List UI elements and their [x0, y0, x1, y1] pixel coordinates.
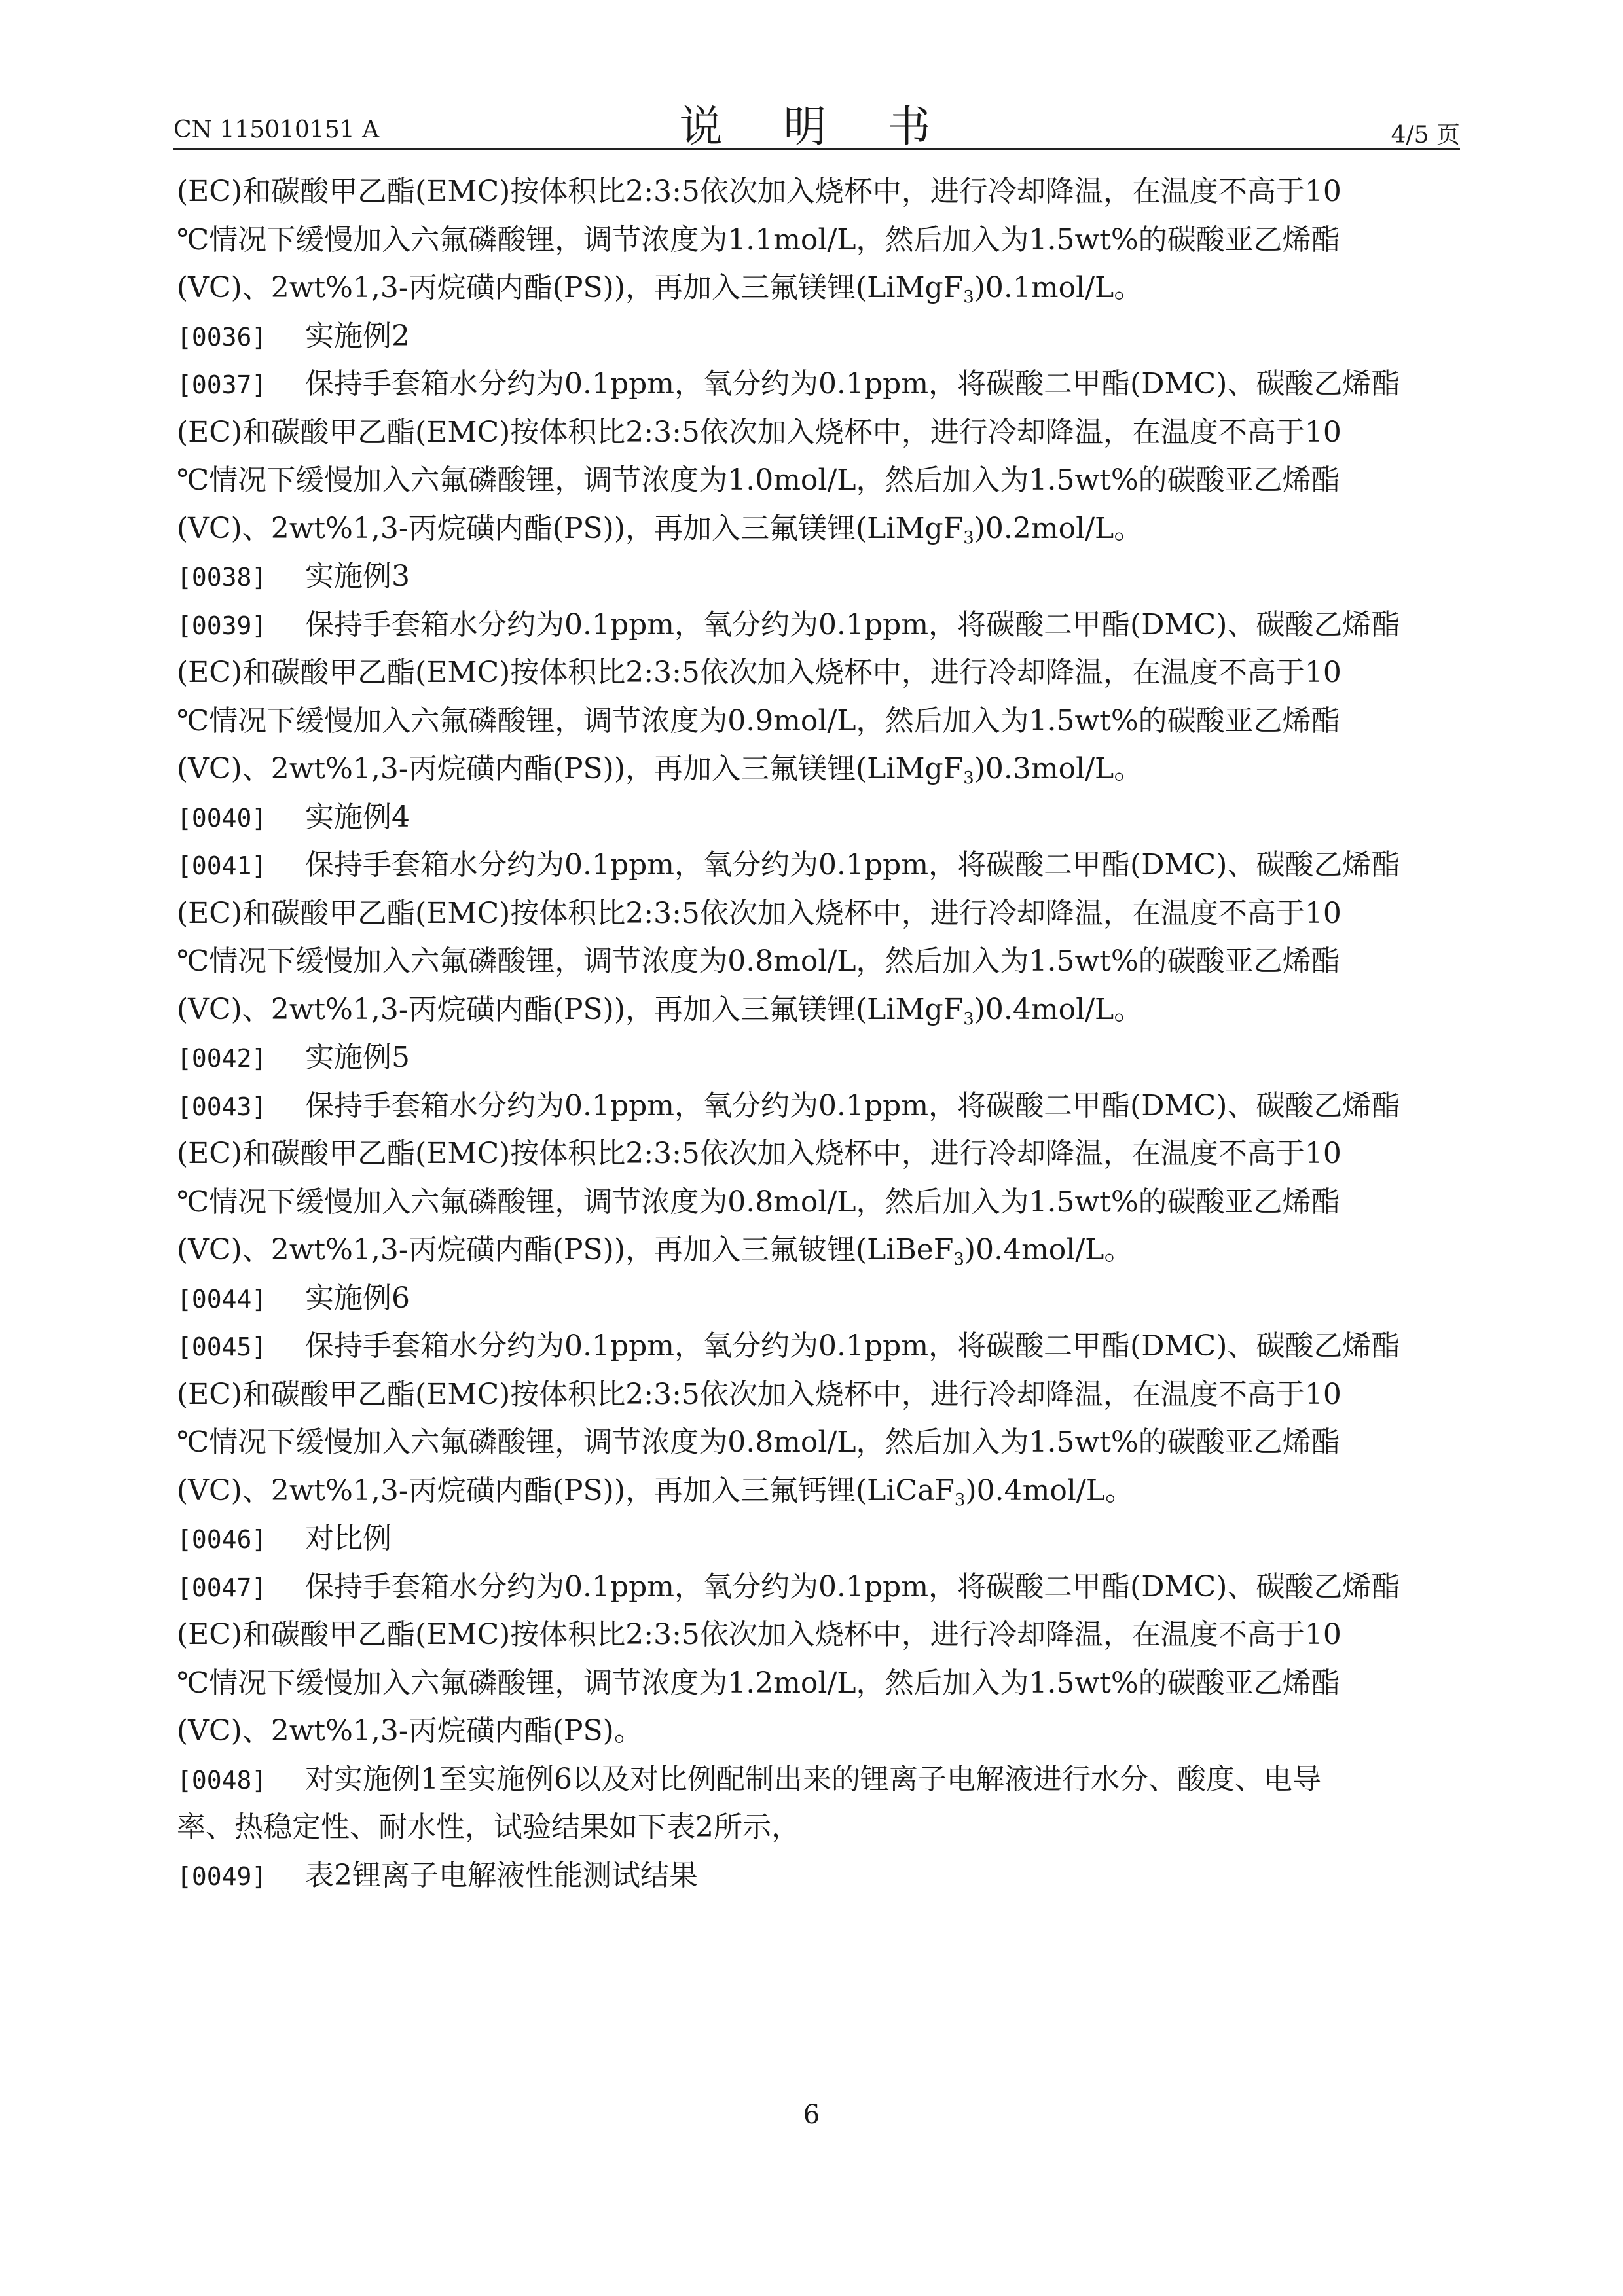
line-text: 保持手套箱水分约为0.1ppm，氧分约为0.1ppm，将碳酸二甲酯(DMC)、碳酸乙烯酯 — [305, 848, 1400, 882]
text-line — [177, 312, 1460, 361]
text-line — [177, 745, 1460, 793]
subscript: 3 — [963, 528, 974, 548]
paragraph-number: [0042] — [177, 1044, 267, 1073]
text-line — [177, 697, 1460, 745]
text-line — [177, 552, 1460, 601]
line-text: 保持手套箱水分约为0.1ppm，氧分约为0.1ppm，将碳酸二甲酯(DMC)、碳酸乙烯酯 — [305, 1570, 1400, 1604]
line-text: 实施例2 — [305, 319, 410, 353]
line-text: (EC)和碳酸甲乙酯(EMC)按体积比2:3:5依次加入烧杯中，进行冷却降温，在温度不高于10 — [177, 1137, 1341, 1170]
text-line — [177, 649, 1460, 697]
line-text: 实施例6 — [305, 1281, 410, 1315]
text-line — [177, 1659, 1460, 1708]
line-text: 保持手套箱水分约为0.1ppm，氧分约为0.1ppm，将碳酸二甲酯(DMC)、碳酸乙烯酯 — [305, 1088, 1400, 1122]
text-line — [177, 168, 1460, 216]
document-body — [177, 168, 1460, 1899]
subscript: 3 — [963, 287, 974, 307]
text-line — [177, 1178, 1460, 1227]
paragraph-number: [0037] — [177, 370, 267, 399]
subscript: 3 — [953, 1249, 964, 1269]
line-text: 表2锂离子电解液性能测试结果 — [305, 1858, 698, 1892]
line-text: 保持手套箱水分约为0.1ppm，氧分约为0.1ppm，将碳酸二甲酯(DMC)、碳酸乙烯酯 — [305, 1329, 1400, 1363]
subscript: 3 — [963, 1009, 974, 1029]
line-text: (EC)和碳酸甲乙酯(EMC)按体积比2:3:5依次加入烧杯中，进行冷却降温，在温度不高于10 — [177, 415, 1341, 449]
line-text: (EC)和碳酸甲乙酯(EMC)按体积比2:3:5依次加入烧杯中，进行冷却降温，在温度不高于10 — [177, 175, 1341, 208]
page-number: 6 — [803, 2100, 820, 2130]
text-line — [177, 841, 1460, 889]
text-line — [177, 986, 1460, 1034]
text-line — [177, 1033, 1460, 1082]
text-line — [177, 1515, 1460, 1563]
text-line — [177, 889, 1460, 938]
text-line — [177, 1467, 1460, 1515]
line-text-tail: )0.3mol/L。 — [974, 752, 1143, 785]
paragraph-number: [0036] — [177, 322, 267, 351]
page-header — [173, 92, 1460, 151]
text-line — [177, 793, 1460, 842]
text-line — [177, 1418, 1460, 1467]
header-rule — [173, 148, 1460, 150]
text-line — [177, 264, 1460, 312]
text-line — [177, 1274, 1460, 1323]
text-line — [177, 1130, 1460, 1178]
document-title: 说 明 书 — [679, 101, 955, 152]
text-line — [177, 1852, 1460, 1900]
line-text-tail: )0.1mol/L。 — [974, 271, 1143, 304]
line-text: (VC)、2wt%1,3-丙烷磺内酯(PS))，再加入三氟镁锂(LiMgF — [177, 992, 964, 1026]
subscript: 3 — [954, 1490, 966, 1510]
subscript: 3 — [963, 768, 974, 788]
paragraph-number: [0041] — [177, 852, 267, 880]
paragraph-number: [0043] — [177, 1092, 267, 1121]
line-text: (EC)和碳酸甲乙酯(EMC)按体积比2:3:5依次加入烧杯中，进行冷却降温，在温度不高于10 — [177, 1618, 1341, 1651]
text-line — [177, 505, 1460, 553]
line-text: 率、热稳定性、耐水性，试验结果如下表2所示， — [177, 1810, 800, 1844]
paragraph-number: [0047] — [177, 1573, 267, 1602]
line-text: ℃情况下缓慢加入六氟磷酸锂，调节浓度为0.8mol/L，然后加入为1.5wt%的碳酸亚乙烯酯 — [177, 944, 1340, 978]
line-text: ℃情况下缓慢加入六氟磷酸锂，调节浓度为0.9mol/L，然后加入为1.5wt%的碳酸亚乙烯酯 — [177, 704, 1340, 738]
text-line — [177, 360, 1460, 408]
text-line — [177, 1082, 1460, 1130]
text-line — [177, 456, 1460, 505]
line-text: (EC)和碳酸甲乙酯(EMC)按体积比2:3:5依次加入烧杯中，进行冷却降温，在温度不高于10 — [177, 896, 1341, 930]
line-text-tail: )0.4mol/L。 — [965, 1473, 1134, 1507]
line-text-tail: )0.4mol/L。 — [974, 992, 1143, 1026]
paragraph-number: [0040] — [177, 803, 267, 833]
paragraph-number: [0049] — [177, 1861, 267, 1891]
line-text: ℃情况下缓慢加入六氟磷酸锂，调节浓度为1.1mol/L，然后加入为1.5wt%的碳酸亚乙烯酯 — [177, 223, 1340, 257]
text-line — [177, 216, 1460, 264]
text-line — [177, 937, 1460, 986]
line-text: (VC)、2wt%1,3-丙烷磺内酯(PS))，再加入三氟铍锂(LiBeF — [177, 1233, 954, 1266]
text-line — [177, 1707, 1460, 1755]
line-text: (VC)、2wt%1,3-丙烷磺内酯(PS))，再加入三氟镁锂(LiMgF — [177, 752, 964, 785]
line-text: 对比例 — [305, 1522, 392, 1555]
paragraph-number: [0039] — [177, 611, 267, 640]
line-text: ℃情况下缓慢加入六氟磷酸锂，调节浓度为1.0mol/L，然后加入为1.5wt%的碳酸亚乙烯酯 — [177, 463, 1340, 497]
line-text: (VC)、2wt%1,3-丙烷磺内酯(PS)。 — [177, 1714, 643, 1748]
text-line — [177, 408, 1460, 457]
paragraph-number: [0038] — [177, 563, 267, 592]
line-text: 实施例3 — [305, 560, 410, 593]
line-text-tail: )0.4mol/L。 — [964, 1233, 1133, 1266]
paragraph-number: [0048] — [177, 1765, 267, 1795]
text-line — [177, 1322, 1460, 1371]
line-text-tail: )0.2mol/L。 — [974, 511, 1143, 545]
line-text: ℃情况下缓慢加入六氟磷酸锂，调节浓度为1.2mol/L，然后加入为1.5wt%的碳酸亚乙烯酯 — [177, 1666, 1340, 1700]
text-line — [177, 1563, 1460, 1611]
text-line — [177, 1803, 1460, 1852]
line-text: (EC)和碳酸甲乙酯(EMC)按体积比2:3:5依次加入烧杯中，进行冷却降温，在温度不高于10 — [177, 1377, 1341, 1411]
line-text: (VC)、2wt%1,3-丙烷磺内酯(PS))，再加入三氟镁锂(LiMgF — [177, 511, 964, 545]
line-text: 实施例5 — [305, 1041, 410, 1074]
text-line — [177, 1226, 1460, 1274]
paragraph-number: [0045] — [177, 1333, 267, 1361]
line-text: (EC)和碳酸甲乙酯(EMC)按体积比2:3:5依次加入烧杯中，进行冷却降温，在温度不高于10 — [177, 656, 1341, 689]
paragraph-number: [0046] — [177, 1525, 267, 1554]
line-text: 对实施例1至实施例6以及对比例配制出来的锂离子电解液进行水分、酸度、电导 — [305, 1762, 1321, 1796]
paragraph-number: [0044] — [177, 1284, 267, 1314]
text-line — [177, 1755, 1460, 1804]
text-line — [177, 1371, 1460, 1419]
text-line — [177, 1611, 1460, 1659]
line-text: 保持手套箱水分约为0.1ppm，氧分约为0.1ppm，将碳酸二甲酯(DMC)、碳酸乙烯酯 — [305, 607, 1400, 641]
text-line — [177, 601, 1460, 649]
line-text: 保持手套箱水分约为0.1ppm，氧分约为0.1ppm，将碳酸二甲酯(DMC)、碳酸乙烯酯 — [305, 367, 1400, 401]
publication-number: CN 115010151 A — [173, 117, 380, 143]
line-text: ℃情况下缓慢加入六氟磷酸锂，调节浓度为0.8mol/L，然后加入为1.5wt%的碳酸亚乙烯酯 — [177, 1185, 1340, 1219]
line-text: ℃情况下缓慢加入六氟磷酸锂，调节浓度为0.8mol/L，然后加入为1.5wt%的碳酸亚乙烯酯 — [177, 1426, 1340, 1459]
page-fraction: 4/5 页 — [1391, 122, 1460, 149]
line-text: (VC)、2wt%1,3-丙烷磺内酯(PS))，再加入三氟钙锂(LiCaF — [177, 1473, 955, 1507]
line-text: (VC)、2wt%1,3-丙烷磺内酯(PS))，再加入三氟镁锂(LiMgF — [177, 271, 964, 304]
line-text: 实施例4 — [305, 800, 410, 834]
